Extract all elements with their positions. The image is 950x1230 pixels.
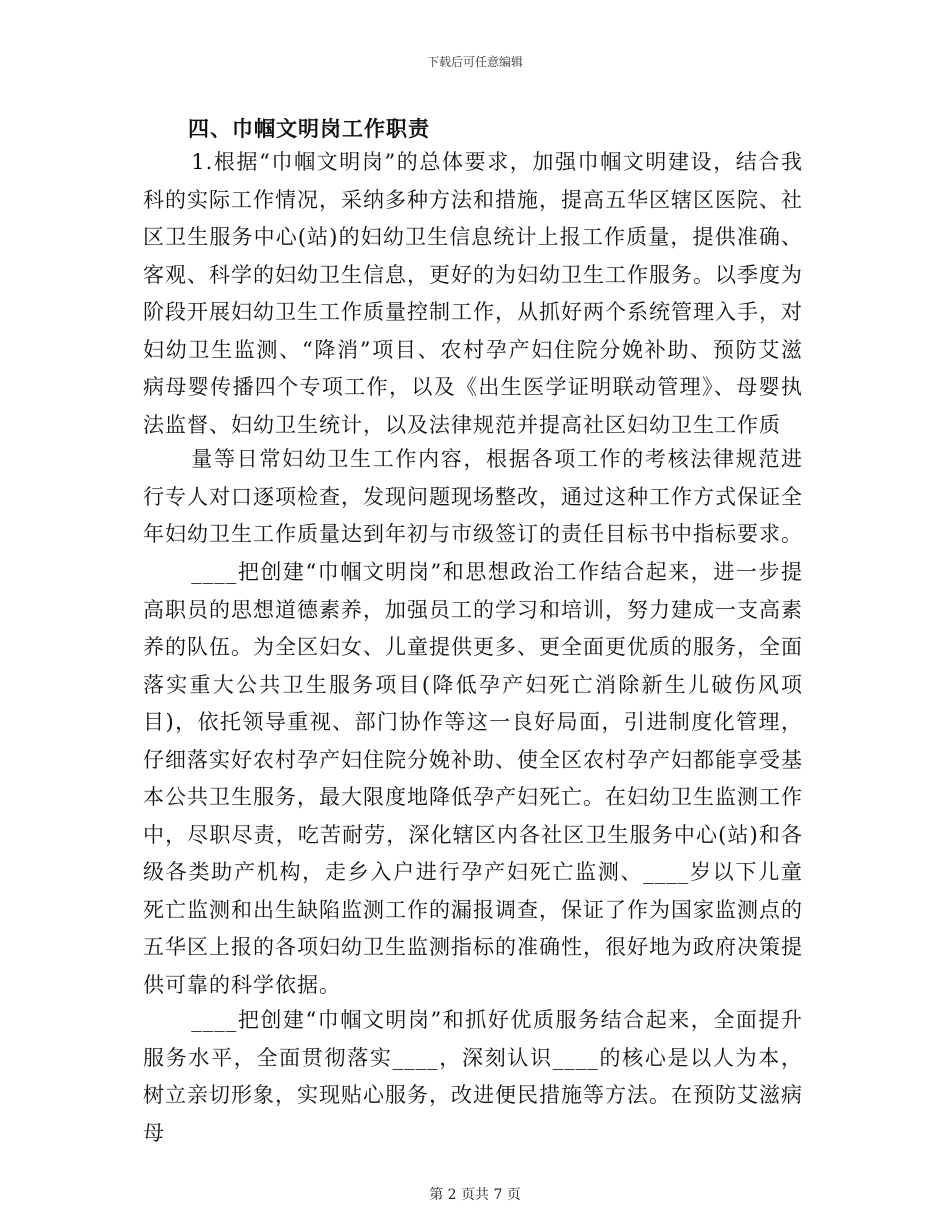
paragraph-block-1 xyxy=(143,144,803,444)
page-header: 下载后可任意编辑 xyxy=(426,55,523,69)
paragraph: ____把创建“巾帼文明岗”和思想政治工作结合起来，进一步提高职员的思想道德素养，加强员工的学习和培训，努力建成一支高素养的队伍。为全区妇女、儿童提供更多、更全面更优质的服务，全面落实重大公共卫生服务项目(降低孕产妇死亡消除新生儿破伤风项目)，依托领导重视、部门协作等这一良好局面，引进制度化管理，仔细落实好农村孕产妇住院分娩补助、使全区农村孕产妇都能享受基本公共卫生服务，最大限度地降低孕产妇死亡。在妇幼卫生监测工作中，尽职尽责，吃苦耐劳，深化辖区内各社区卫生服务中心(站)和各级各类助产机构，走乡入户进行孕产妇死亡监测、____岁以下儿童死亡监测和出生缺陷监测工作的漏报调查，保证了作为国家监测点的五华区上报的各项妇幼卫生监测指标的准确性，很好地为政府决策提供可靠的科学依据。 xyxy=(143,560,803,997)
paragraph-block-2 xyxy=(143,441,803,554)
page-footer: 第 2 页共 7 页 xyxy=(429,1187,521,1203)
paragraph: 1.根据“巾帼文明岗”的总体要求，加强巾帼文明建设，结合我科的实际工作情况，采纳多种方法和措施，提高五华区辖区医院、社区卫生服务中心(站)的妇幼卫生信息统计上报工作质量，提供准确、客观、科学的妇幼卫生信息，更好的为妇幼卫生工作服务。以季度为阶段开展妇幼卫生工作质量控制工作，从抓好两个系统管理入手，对妇幼卫生监测、“降消”项目、农村孕产妇住院分娩补助、预防艾滋病母婴传播四个专项工作，以及《出生医学证明联动管理》、母婴执法监督、妇幼卫生统计，以及法律规范并提高社区妇幼卫生工作质 xyxy=(143,150,803,437)
paragraph: ____把创建“巾帼文明岗”和抓好优质服务结合起来，全面提升服务水平，全面贯彻落实____，深刻认识____的核心是以人为本，树立亲切形象，实现贴心服务，改进便民措施等方法。在预防艾滋病母 xyxy=(143,1008,803,1145)
paragraph-block-3 xyxy=(143,554,803,1004)
paragraph: 量等日常妇幼卫生工作内容，根据各项工作的考核法律规范进行专人对口逐项检查，发现问题现场整改，通过这种工作方式保证全年妇幼卫生工作质量达到年初与市级签订的责任目标书中指标要求。 xyxy=(143,447,803,546)
section-title: 四、巾帼文明岗工作职责 xyxy=(188,116,430,141)
paragraph-block-4 xyxy=(143,1002,803,1152)
